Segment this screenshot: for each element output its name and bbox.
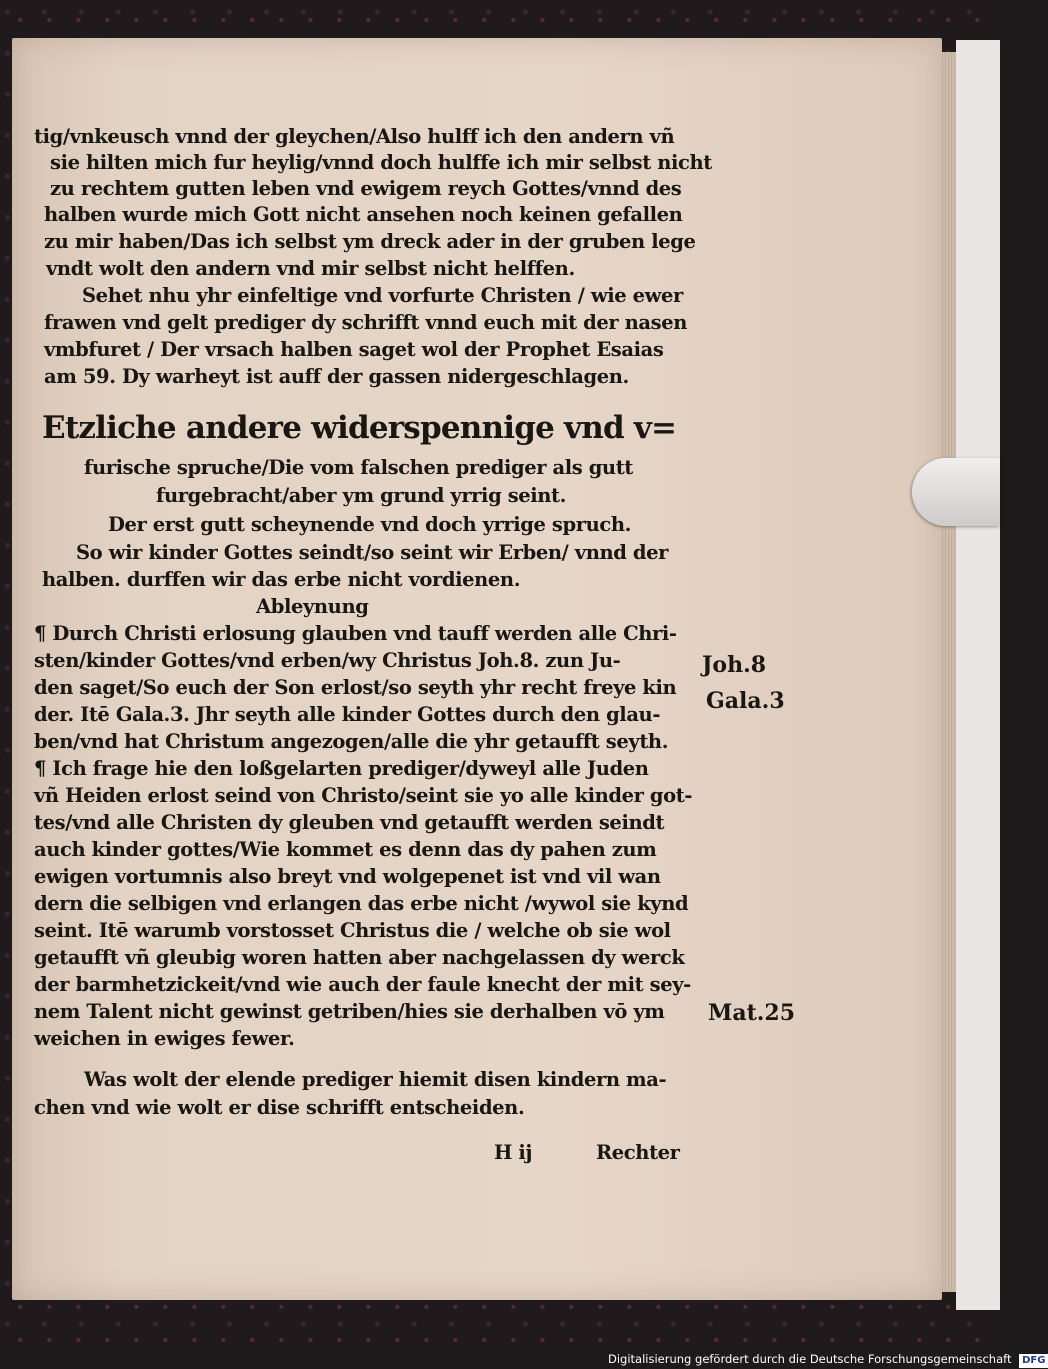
- text-line: halben. durffen wir das erbe nicht vordienen.: [42, 568, 521, 591]
- text-line: tig/vnkeusch vnnd der gleychen/Also hulff ich den andern vñ: [34, 125, 675, 148]
- margin-note: Joh.8: [702, 652, 767, 678]
- text-line: ewigen vortumnis also breyt vnd wolgepenet ist vnd vil wan: [34, 865, 661, 888]
- text-line: ¶ Durch Christi erlosung glauben vnd tauff werden alle Chri-: [34, 622, 677, 645]
- text-line: Der erst gutt scheynende vnd doch yrrige spruch.: [108, 513, 632, 536]
- page-clip-tab: [912, 458, 1000, 526]
- text-line: So wir kinder Gottes seindt/so seint wir Erben/ vnnd der: [76, 541, 669, 564]
- text-line: sten/kinder Gottes/vnd erben/wy Christus Joh.8. zun Ju-: [34, 649, 621, 672]
- margin-note: Gala.3: [706, 688, 785, 714]
- dfg-logo: DFG: [1019, 1354, 1048, 1368]
- text-line: frawen vnd gelt prediger dy schrifft vnnd euch mit der nasen: [44, 311, 687, 334]
- text-line: zu rechtem gutten leben vnd ewigem reych Gottes/vnnd des: [50, 177, 682, 200]
- text-line: ¶ Ich frage hie den loßgelarten prediger/dyweyl alle Juden: [34, 757, 649, 780]
- text-line: dern die selbigen vnd erlangen das erbe nicht /wywol sie kynd: [34, 892, 689, 915]
- text-line: chen vnd wie wolt er dise schrifft entscheiden.: [34, 1096, 525, 1119]
- section-heading: Etzliche andere widerspennige vnd v=: [42, 410, 677, 446]
- text-line: tes/vnd alle Christen dy gleuben vnd getaufft werden seindt: [34, 811, 665, 834]
- text-line: am 59. Dy warheyt ist auff der gassen nidergeschlagen.: [44, 365, 629, 388]
- footer-text: Digitalisierung gefördert durch die Deutsche Forschungsgemeinschaft: [608, 1352, 1012, 1366]
- page-edge: [940, 52, 956, 1292]
- text-line: furische spruche/Die vom falschen prediger als gutt: [84, 456, 633, 479]
- text-line: halben wurde mich Gott nicht ansehen noch keinen gefallen: [44, 203, 683, 226]
- signature-mark: H ij: [494, 1141, 533, 1164]
- text-line: den saget/So euch der Son erlost/so seyth yhr recht freye kin: [34, 676, 677, 699]
- text-line: Was wolt der elende prediger hiemit disen kindern ma-: [84, 1068, 667, 1091]
- catchword: Rechter: [596, 1141, 680, 1164]
- text-line: weichen in ewiges fewer.: [34, 1027, 295, 1050]
- text-line: Sehet nhu yhr einfeltige vnd vorfurte Christen / wie ewer: [82, 284, 683, 307]
- text-line: seint. Itē warumb vorstosset Christus die / welche ob sie wol: [34, 919, 671, 942]
- text-line: zu mir haben/Das ich selbst ym dreck ader in der gruben lege: [44, 230, 696, 253]
- subheading: Ableynung: [256, 595, 369, 618]
- text-line: furgebracht/aber ym grund yrrig seint.: [156, 484, 567, 507]
- text-line: ben/vnd hat Christum angezogen/alle die yhr getaufft seyth.: [34, 730, 669, 753]
- text-line: der. Itē Gala.3. Jhr seyth alle kinder Gottes durch den glau-: [34, 703, 661, 726]
- text-line: getaufft vñ gleubig woren hatten aber nachgelassen dy werck: [34, 946, 685, 969]
- cover-strip: [956, 40, 1000, 1310]
- text-line: vñ Heiden erlost seind von Christo/seint sie yo alle kinder got-: [34, 784, 693, 807]
- text-line: auch kinder gottes/Wie kommet es denn das dy pahen zum: [34, 838, 657, 861]
- text-line: vndt wolt den andern vnd mir selbst nicht helffen.: [46, 257, 575, 280]
- text-line: vmbfuret / Der vrsach halben saget wol der Prophet Esaias: [44, 338, 664, 361]
- footer-credit: [608, 1350, 1048, 1368]
- text-line: sie hilten mich fur heylig/vnnd doch hulffe ich mir selbst nicht: [50, 151, 712, 174]
- text-line: der barmhetzickeit/vnd wie auch der faule knecht der mit sey-: [34, 973, 691, 996]
- text-line: nem Talent nicht gewinst getriben/hies sie derhalben vō ym: [34, 1000, 665, 1023]
- margin-note: Mat.25: [708, 1000, 796, 1026]
